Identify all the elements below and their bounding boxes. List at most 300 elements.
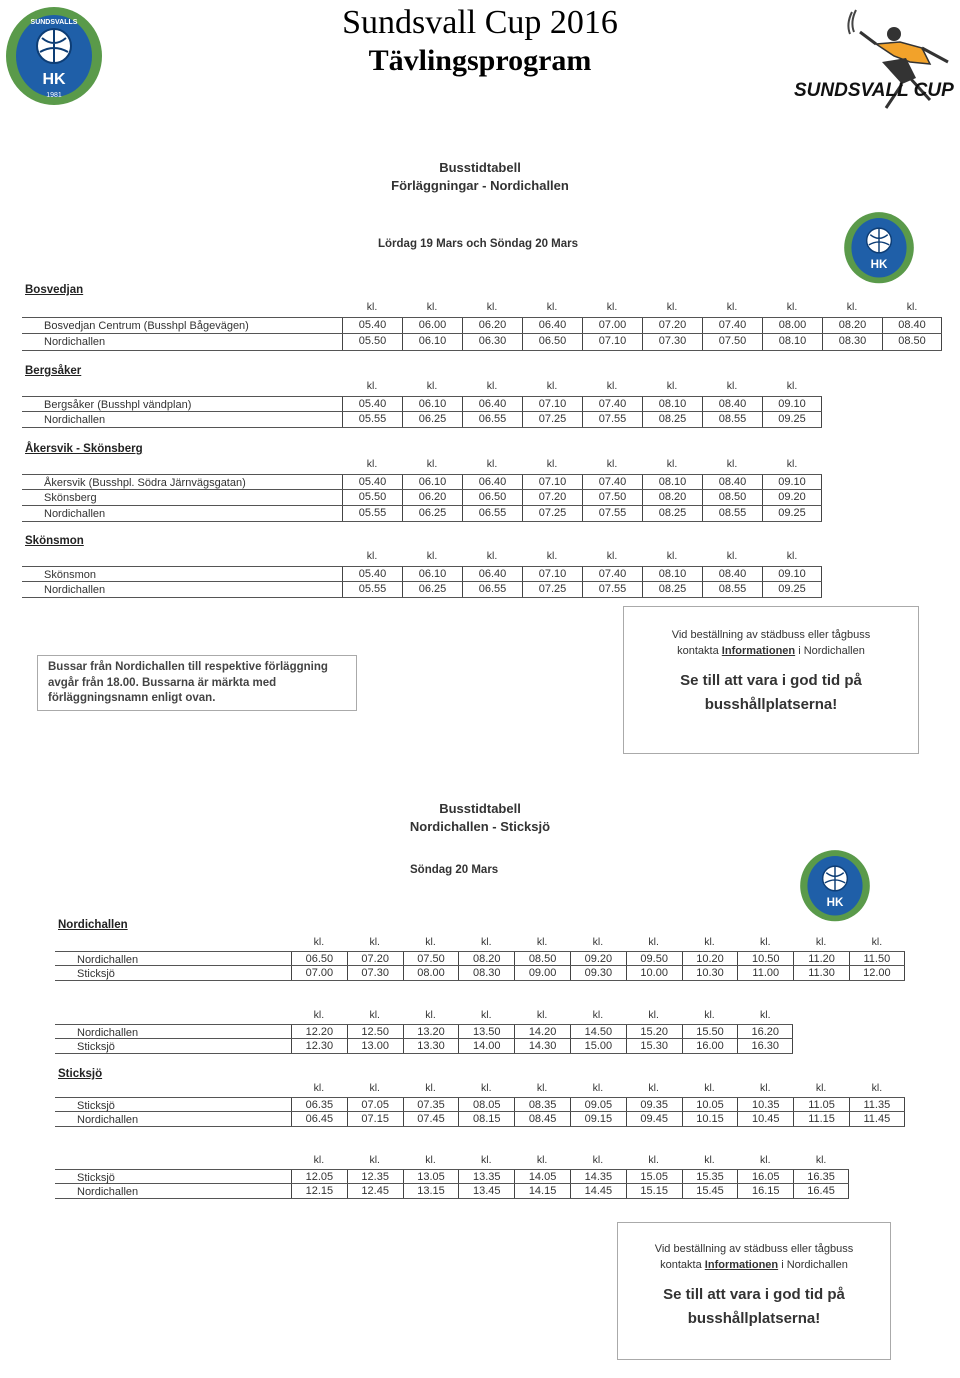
table-row: [22, 396, 822, 412]
kl-label: kl.: [313, 1154, 325, 1166]
kl-label: kl.: [815, 1154, 827, 1166]
departure-time: 06.10: [402, 475, 462, 489]
kl-label: kl.: [425, 1082, 436, 1094]
table-row: [55, 1097, 905, 1112]
notice-line2: kontakta Informationen i Nordichallen: [660, 1259, 848, 1271]
stop-name: Skönsberg: [44, 492, 97, 504]
hk-club-logo-small-2: [798, 848, 872, 922]
departure-time: 07.20: [522, 490, 582, 505]
table-row: [22, 506, 822, 522]
hk-club-logo-small: [842, 210, 916, 284]
stop-name: Bergsåker (Busshpl vändplan): [44, 399, 192, 411]
departure-time: 07.20: [642, 318, 702, 333]
kl-label: kl.: [606, 380, 618, 392]
kl-label: kl.: [366, 458, 378, 470]
departure-time: 06.45: [291, 1112, 347, 1126]
table-row: [55, 1184, 849, 1199]
departure-time: 14.35: [570, 1170, 626, 1183]
departure-time: 09.50: [626, 952, 682, 965]
departure-time: 06.20: [462, 318, 522, 333]
departure-time: 07.40: [582, 397, 642, 411]
kl-label: kl.: [486, 550, 498, 562]
departure-time: 15.50: [682, 1025, 738, 1038]
stop-name: Åkersvik (Busshpl. Södra Järnvägsgatan): [44, 477, 246, 489]
kl-label: kl.: [606, 301, 618, 313]
departure-time: 08.35: [514, 1098, 570, 1111]
stop-name: Skönsmon: [44, 569, 96, 581]
departure-time: 11.05: [793, 1098, 849, 1111]
departure-time: 10.05: [682, 1098, 738, 1111]
stop-name: Nordichallen: [77, 954, 139, 966]
departure-time: 08.05: [458, 1098, 514, 1111]
kl-label: kl.: [606, 458, 618, 470]
kl-label: kl.: [425, 936, 436, 948]
departure-time: 07.55: [582, 506, 642, 521]
kl-label: kl.: [313, 1009, 325, 1021]
kl-label: kl.: [426, 380, 438, 392]
kl-label: kl.: [425, 1154, 436, 1166]
kl-label: kl.: [592, 936, 604, 948]
kl-header-row: [342, 301, 942, 313]
departure-time: 08.20: [822, 318, 882, 333]
departure-time: 05.50: [342, 334, 402, 350]
kl-label: kl.: [726, 301, 738, 313]
departure-time: 15.45: [682, 1184, 738, 1198]
departure-time: 05.40: [342, 567, 402, 581]
notice-line1: Vid beställning av städbuss eller tågbuss: [654, 1243, 854, 1255]
departure-time: 08.10: [642, 475, 702, 489]
departure-time: 11.50: [849, 952, 905, 965]
section1-title: Busstidtabell: [439, 160, 521, 175]
kl-label: kl.: [726, 550, 738, 562]
cup-logo-text: SUNDSVALL CUP: [794, 80, 954, 101]
kl-label: kl.: [786, 458, 798, 470]
departure-time: 07.10: [522, 475, 582, 489]
kl-label: kl.: [546, 380, 558, 392]
departure-note: Bussar från Nordichallen till respektive förläggning avgår från 18.00. Bussarna är märkta med förläggningsnamn enligt ovan.: [37, 655, 357, 711]
departure-time: 05.55: [342, 582, 402, 597]
departure-time: 07.25: [522, 412, 582, 427]
kl-label: kl.: [313, 936, 325, 948]
departure-time: 08.30: [458, 966, 514, 980]
svg-text:HK: HK: [870, 258, 888, 272]
departure-time: 10.45: [737, 1112, 793, 1126]
departure-time: 16.35: [793, 1170, 849, 1183]
departure-time: 09.10: [762, 475, 822, 489]
departure-time: 08.50: [514, 952, 570, 965]
departure-time: 16.15: [737, 1184, 793, 1198]
kl-label: kl.: [546, 301, 558, 313]
departure-time: 07.10: [582, 334, 642, 350]
departure-time: 09.35: [626, 1098, 682, 1111]
departure-time: 13.30: [403, 1039, 459, 1053]
departure-time: 16.00: [682, 1039, 738, 1053]
notice-big1: Se till att vara i god tid på: [680, 672, 862, 689]
departure-time: 14.50: [570, 1025, 626, 1038]
departure-time: 08.40: [702, 397, 762, 411]
departure-time: 06.40: [462, 475, 522, 489]
departure-time: 06.10: [402, 397, 462, 411]
kl-label: kl.: [906, 301, 918, 313]
kl-label: kl.: [546, 550, 558, 562]
section2-title: Busstidtabell: [439, 801, 521, 816]
departure-time: 07.25: [522, 506, 582, 521]
departure-time: 12.50: [347, 1025, 403, 1038]
kl-label: kl.: [726, 458, 738, 470]
departure-time: 06.50: [462, 490, 522, 505]
departure-time: 07.20: [347, 952, 403, 965]
kl-label: kl.: [704, 1009, 715, 1021]
kl-label: kl.: [369, 1154, 380, 1166]
departure-time: 06.50: [291, 952, 347, 965]
departure-time: 09.25: [762, 582, 822, 597]
departure-time: 08.00: [403, 966, 459, 980]
notice-big2: busshållplatserna!: [704, 696, 838, 713]
kl-label: kl.: [486, 458, 498, 470]
departure-time: 11.45: [849, 1112, 905, 1126]
kl-label: kl.: [366, 550, 378, 562]
kl-label: kl.: [366, 380, 378, 392]
departure-time: 10.20: [682, 952, 738, 965]
departure-time: 07.50: [582, 490, 642, 505]
stop-name: Bosvedjan Centrum (Busshpl Bågevägen): [44, 320, 249, 332]
departure-time: 08.25: [642, 582, 702, 597]
departure-time: 13.05: [403, 1170, 459, 1183]
departure-time: 10.50: [737, 952, 793, 965]
kl-label: kl.: [546, 458, 558, 470]
kl-label: kl.: [760, 936, 771, 948]
departure-time: 08.25: [642, 506, 702, 521]
kl-label: kl.: [481, 1009, 492, 1021]
departure-time: 07.05: [347, 1098, 403, 1111]
departure-time: 09.05: [570, 1098, 626, 1111]
departure-time: 09.25: [762, 506, 822, 521]
kl-label: kl.: [704, 1082, 715, 1094]
hk-year: 1981: [46, 92, 62, 99]
departure-time: 13.15: [403, 1184, 459, 1198]
departure-time: 16.45: [793, 1184, 849, 1198]
kl-label: kl.: [369, 1082, 380, 1094]
kl-label: kl.: [425, 1009, 436, 1021]
stop-name: Sticksjö: [77, 968, 115, 980]
departure-time: 08.30: [822, 334, 882, 350]
departure-time: 06.00: [402, 318, 462, 333]
hk-club-logo: [4, 4, 104, 106]
kl-label: kl.: [369, 1009, 380, 1021]
departure-time: 15.20: [626, 1025, 682, 1038]
departure-time: 09.15: [570, 1112, 626, 1126]
departure-time: 14.15: [514, 1184, 570, 1198]
departure-time: 07.00: [582, 318, 642, 333]
departure-time: 07.30: [642, 334, 702, 350]
kl-label: kl.: [536, 1082, 548, 1094]
table-row: [55, 1039, 793, 1054]
kl-label: kl.: [704, 1154, 715, 1166]
departure-time: 06.50: [522, 334, 582, 350]
departure-time: 12.45: [347, 1184, 403, 1198]
departure-time: 15.15: [626, 1184, 682, 1198]
group-heading: Bergsåker: [25, 365, 82, 377]
departure-time: 08.00: [762, 318, 822, 333]
kl-label: kl.: [846, 301, 858, 313]
group-heading: Nordichallen: [58, 919, 128, 931]
table-row: [22, 566, 822, 582]
kl-label: kl.: [536, 1154, 548, 1166]
info-notice-2: [617, 1222, 891, 1360]
departure-time: 06.25: [402, 412, 462, 427]
departure-time: 08.10: [762, 334, 822, 350]
departure-time: 09.20: [762, 490, 822, 505]
departure-time: 13.35: [458, 1170, 514, 1183]
section2-date: Söndag 20 Mars: [410, 864, 499, 876]
section2-subtitle: Nordichallen - Sticksjö: [409, 819, 551, 834]
kl-label: kl.: [726, 380, 738, 392]
departure-time: 08.40: [702, 475, 762, 489]
kl-header-row: [342, 550, 822, 562]
stop-name: Sticksjö: [77, 1172, 115, 1184]
section1-date: Lördag 19 Mars och Söndag 20 Mars: [378, 238, 579, 250]
departure-time: 13.50: [458, 1025, 514, 1038]
departure-time: 08.10: [642, 567, 702, 581]
stop-name: Nordichallen: [77, 1186, 139, 1198]
hk-ring-text: SUNDSVALLS: [30, 19, 78, 26]
departure-time: 11.00: [737, 966, 793, 980]
departure-time: 05.50: [342, 490, 402, 505]
departure-time: 08.40: [702, 567, 762, 581]
departure-time: 05.55: [342, 506, 402, 521]
kl-header-row: [342, 458, 822, 470]
kl-label: kl.: [536, 936, 548, 948]
kl-label: kl.: [815, 1082, 827, 1094]
kl-label: kl.: [786, 550, 798, 562]
departure-time: 08.20: [642, 490, 702, 505]
departure-time: 09.20: [570, 952, 626, 965]
info-notice-1: [623, 606, 919, 754]
departure-time: 08.15: [458, 1112, 514, 1126]
kl-label: kl.: [481, 1154, 492, 1166]
departure-time: 11.35: [849, 1098, 905, 1111]
departure-time: 12.20: [291, 1025, 347, 1038]
departure-time: 13.00: [347, 1039, 403, 1053]
departure-time: 08.55: [702, 582, 762, 597]
kl-header-row: [342, 380, 822, 392]
departure-time: 07.55: [582, 582, 642, 597]
departure-time: 09.45: [626, 1112, 682, 1126]
departure-time: 07.40: [582, 475, 642, 489]
departure-time: 05.40: [342, 318, 402, 333]
departure-time: 12.15: [291, 1184, 347, 1198]
departure-time: 13.20: [403, 1025, 459, 1038]
notice-big2: busshållplatserna!: [687, 1310, 821, 1327]
departure-time: 05.40: [342, 397, 402, 411]
kl-label: kl.: [313, 1082, 325, 1094]
departure-time: 10.35: [737, 1098, 793, 1111]
departure-time: 06.35: [291, 1098, 347, 1111]
departure-time: 07.40: [582, 567, 642, 581]
kl-label: kl.: [592, 1009, 604, 1021]
table-row: [22, 582, 822, 598]
svg-text:HK: HK: [826, 896, 844, 910]
kl-label: kl.: [666, 458, 678, 470]
kl-label: kl.: [760, 1154, 771, 1166]
stop-name: Sticksjö: [77, 1041, 115, 1053]
departure-time: 06.55: [462, 412, 522, 427]
departure-time: 14.00: [458, 1039, 514, 1053]
departure-time: 06.20: [402, 490, 462, 505]
table-row: [55, 1112, 905, 1127]
departure-time: 07.10: [522, 567, 582, 581]
kl-label: kl.: [760, 1082, 771, 1094]
table-row: [55, 1024, 793, 1039]
table-row: [22, 490, 822, 506]
kl-label: kl.: [648, 1154, 659, 1166]
departure-time: 07.45: [403, 1112, 459, 1126]
kl-label: kl.: [666, 380, 678, 392]
kl-label: kl.: [481, 1082, 492, 1094]
kl-label: kl.: [369, 936, 380, 948]
sundsvall-cup-logo: [790, 4, 960, 122]
departure-time: 10.30: [682, 966, 738, 980]
kl-label: kl.: [786, 380, 798, 392]
departure-time: 11.20: [793, 952, 849, 965]
section1-subtitle: Förläggningar - Nordichallen: [391, 178, 569, 193]
departure-time: 07.00: [291, 966, 347, 980]
kl-label: kl.: [606, 550, 618, 562]
departure-time: 06.40: [462, 397, 522, 411]
departure-time: 06.55: [462, 506, 522, 521]
departure-time: 07.50: [702, 334, 762, 350]
departure-time: 06.55: [462, 582, 522, 597]
kl-label: kl.: [666, 301, 678, 313]
kl-label: kl.: [536, 1009, 548, 1021]
departure-time: 07.35: [403, 1098, 459, 1111]
page-subtitle: Tävlingsprogram: [368, 44, 592, 77]
group-heading: Skönsmon: [25, 535, 84, 547]
kl-label: kl.: [486, 380, 498, 392]
kl-label: kl.: [666, 550, 678, 562]
group-heading: Åkersvik - Skönsberg: [25, 443, 143, 455]
departure-time: 12.35: [347, 1170, 403, 1183]
departure-time: 06.25: [402, 506, 462, 521]
departure-time: 06.30: [462, 334, 522, 350]
departure-time: 14.20: [514, 1025, 570, 1038]
departure-time: 15.00: [570, 1039, 626, 1053]
departure-time: 06.10: [402, 334, 462, 350]
stop-name: Nordichallen: [44, 508, 106, 520]
departure-time: 11.30: [793, 966, 849, 980]
departure-time: 06.25: [402, 582, 462, 597]
stop-name: Nordichallen: [77, 1114, 139, 1126]
hk-letters: HK: [42, 71, 66, 88]
stop-name: Nordichallen: [44, 584, 106, 596]
departure-time: 08.10: [642, 397, 702, 411]
table-row: [22, 474, 822, 490]
departure-time: 15.05: [626, 1170, 682, 1183]
departure-time: 06.40: [522, 318, 582, 333]
kl-label: kl.: [760, 1009, 771, 1021]
departure-time: 08.50: [702, 490, 762, 505]
kl-header-row: [291, 1154, 849, 1166]
group-heading: Bosvedjan: [25, 284, 84, 296]
departure-time: 15.35: [682, 1170, 738, 1183]
departure-time: 14.30: [514, 1039, 570, 1053]
departure-time: 05.40: [342, 475, 402, 489]
departure-time: 06.40: [462, 567, 522, 581]
information-link: Informationen: [721, 645, 796, 657]
departure-time: 10.00: [626, 966, 682, 980]
stop-name: Nordichallen: [77, 1027, 139, 1039]
kl-header-row: [291, 1009, 793, 1021]
table-row: [22, 412, 822, 428]
kl-label: kl.: [704, 936, 715, 948]
departure-time: 07.55: [582, 412, 642, 427]
departure-time: 09.10: [762, 397, 822, 411]
departure-time: 16.05: [737, 1170, 793, 1183]
kl-label: kl.: [486, 301, 498, 313]
group-heading: Sticksjö: [58, 1068, 103, 1080]
departure-time: 16.20: [737, 1025, 793, 1038]
departure-time: 16.30: [737, 1039, 793, 1053]
kl-header-row: [291, 1082, 905, 1094]
stop-name: Nordichallen: [44, 336, 106, 348]
kl-label: kl.: [481, 936, 492, 948]
departure-time: 08.55: [702, 412, 762, 427]
kl-header-row: [291, 936, 905, 948]
departure-time: 11.15: [793, 1112, 849, 1126]
departure-time: 10.15: [682, 1112, 738, 1126]
page-title: Sundsvall Cup 2016: [342, 4, 618, 41]
notice-line2: kontakta Informationen i Nordichallen: [677, 645, 865, 657]
stop-name: Nordichallen: [44, 414, 106, 426]
departure-time: 08.20: [458, 952, 514, 965]
departure-time: 09.10: [762, 567, 822, 581]
departure-time: 07.15: [347, 1112, 403, 1126]
departure-time: 07.10: [522, 397, 582, 411]
departure-time: 13.45: [458, 1184, 514, 1198]
kl-label: kl.: [648, 1009, 659, 1021]
notice-line1: Vid beställning av städbuss eller tågbuss: [671, 629, 871, 641]
departure-time: 08.40: [882, 318, 942, 333]
kl-label: kl.: [426, 550, 438, 562]
departure-time: 08.50: [882, 334, 942, 350]
departure-time: 12.30: [291, 1039, 347, 1053]
kl-label: kl.: [426, 458, 438, 470]
departure-time: 07.30: [347, 966, 403, 980]
kl-label: kl.: [592, 1154, 604, 1166]
departure-time: 09.30: [570, 966, 626, 980]
departure-time: 14.05: [514, 1170, 570, 1183]
stop-name: Sticksjö: [77, 1100, 115, 1112]
kl-label: kl.: [871, 936, 883, 948]
kl-label: kl.: [815, 936, 827, 948]
departure-time: 15.30: [626, 1039, 682, 1053]
departure-time: 08.55: [702, 506, 762, 521]
departure-time: 09.25: [762, 412, 822, 427]
departure-time: 12.00: [849, 966, 905, 980]
table-row: [55, 966, 905, 981]
table-row: [55, 1169, 849, 1184]
departure-time: 08.25: [642, 412, 702, 427]
departure-time: 06.10: [402, 567, 462, 581]
departure-time: 07.25: [522, 582, 582, 597]
notice-big1: Se till att vara i god tid på: [663, 1286, 845, 1303]
departure-time: 05.55: [342, 412, 402, 427]
departure-time: 07.40: [702, 318, 762, 333]
departure-time: 09.00: [514, 966, 570, 980]
kl-label: kl.: [366, 301, 378, 313]
kl-label: kl.: [648, 936, 659, 948]
table-row: [22, 317, 942, 334]
